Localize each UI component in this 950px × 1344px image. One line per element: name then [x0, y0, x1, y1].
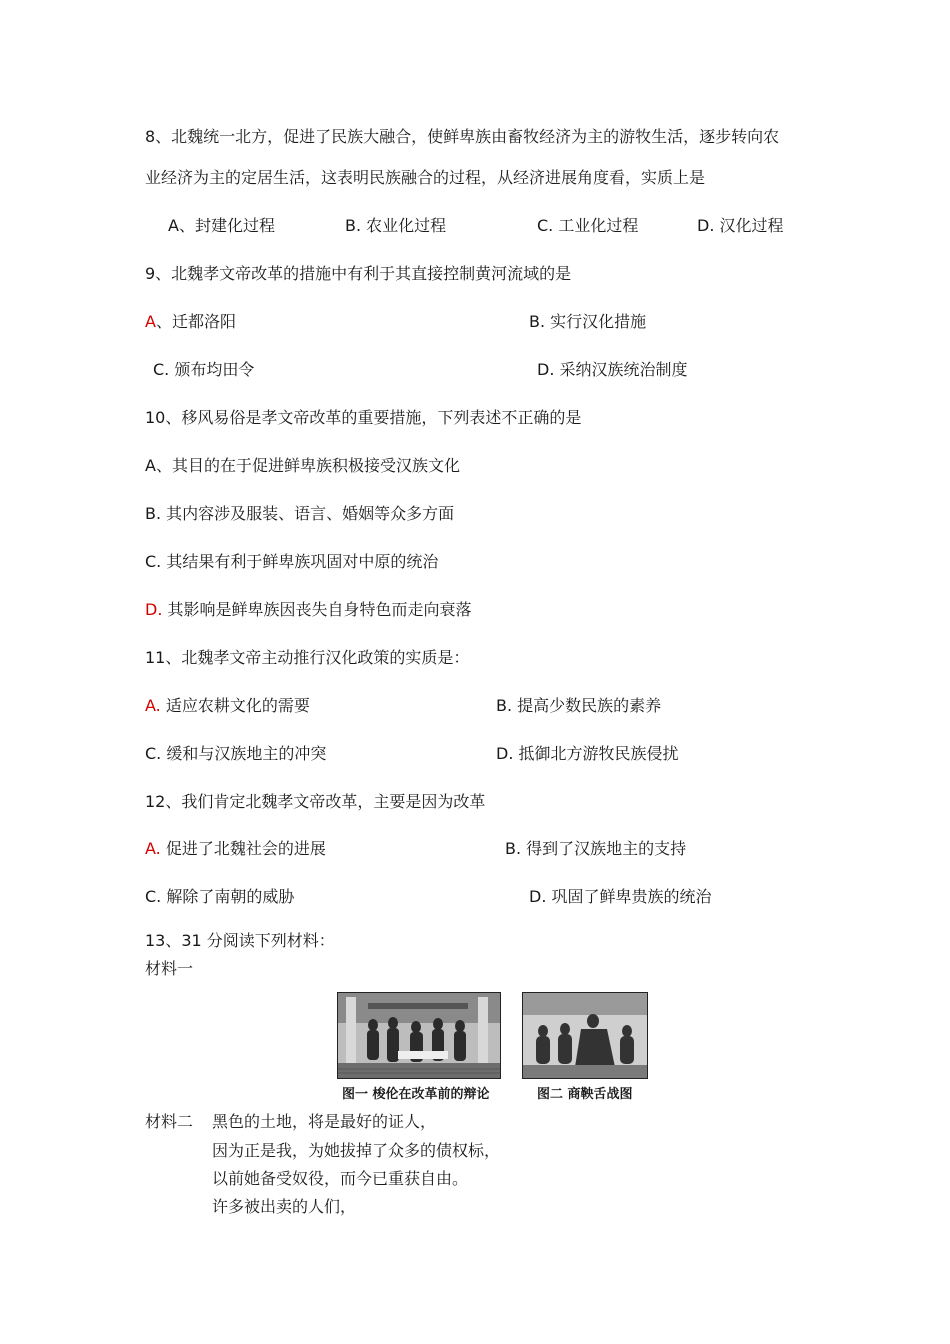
q10-option-c: C. 其结果有利于鲜卑族巩固对中原的统治 — [145, 552, 439, 571]
answer-letter: D. — [145, 600, 163, 619]
material2-label: 材料二 — [145, 1112, 194, 1131]
q12-stem: 12、我们肯定北魏孝文帝改革，主要是因为改革 — [145, 792, 486, 811]
q11-option-b: B. 提高少数民族的素养 — [496, 696, 662, 715]
q8-stem-line1: 8、北魏统一北方，促进了民族大融合，使鲜卑族由畜牧经济为主的游牧生活，逐步转向农 — [145, 127, 780, 146]
q9-option-d: D. 采纳汉族统治制度 — [537, 360, 688, 379]
poem-line-3: 以前她备受奴役，而今已重获自由。 — [212, 1169, 469, 1188]
q12-option-b: B. 得到了汉族地主的支持 — [505, 839, 687, 858]
solon-engraving-illustration — [338, 993, 500, 1078]
q9-option-b: B. 实行汉化措施 — [529, 312, 647, 331]
poem-line-1: 黑色的土地，将是最好的证人， — [212, 1112, 437, 1131]
q11-option-c: C. 缓和与汉族地主的冲突 — [145, 744, 327, 763]
q8-option-d: D. 汉化过程 — [697, 216, 784, 235]
q13-stem: 13、31 分阅读下列材料： — [145, 931, 335, 950]
q8-option-b: B. 农业化过程 — [345, 216, 447, 235]
q12-option-a-text: 促进了北魏社会的进展 — [160, 839, 326, 858]
q11-option-d: D. 抵御北方游牧民族侵扰 — [496, 744, 679, 763]
q10-option-b: B. 其内容涉及服装、语言、婚姻等众多方面 — [145, 504, 455, 523]
q8-option-c: C. 工业化过程 — [537, 216, 639, 235]
figure-shang-yang-image — [522, 992, 648, 1079]
q10-option-d — [145, 599, 472, 621]
figure1-caption: 图一 梭伦在改革前的辩论 — [342, 1087, 490, 1102]
poem-line-2: 因为正是我，为她拔掉了众多的债权标， — [212, 1141, 501, 1160]
q12-option-c: C. 解除了南朝的威胁 — [145, 887, 295, 906]
q9-option-a-text: 、迁都洛阳 — [155, 312, 236, 331]
figure-solon-debate-image — [337, 992, 501, 1079]
material1-label: 材料一 — [145, 959, 194, 978]
q9-option-a — [145, 311, 236, 333]
q9-option-c: C. 颁布均田令 — [153, 360, 255, 379]
answer-letter: A — [145, 312, 156, 331]
q10-option-d-text: 其影响是鲜卑族因丧失自身特色而走向衰落 — [162, 600, 472, 619]
q10-option-a: A、其目的在于促进鲜卑族积极接受汉族文化 — [145, 456, 460, 475]
q11-stem: 11、北魏孝文帝主动推行汉化政策的实质是： — [145, 648, 470, 667]
q9-stem: 9、北魏孝文帝改革的措施中有利于其直接控制黄河流域的是 — [145, 264, 572, 283]
q12-option-d: D. 巩固了鲜卑贵族的统治 — [529, 887, 712, 906]
poem-line-4: 许多被出卖的人们， — [212, 1197, 357, 1216]
q8-option-a: A、封建化过程 — [168, 216, 275, 235]
shang-yang-illustration — [523, 993, 647, 1078]
q10-stem: 10、移风易俗是孝文帝改革的重要措施，下列表述不正确的是 — [145, 408, 582, 427]
q12-option-a — [145, 838, 326, 860]
q8-stem-line2: 业经济为主的定居生活，这表明民族融合的过程，从经济进展角度看，实质上是 — [145, 168, 706, 187]
figure2-caption: 图二 商鞅舌战图 — [537, 1087, 633, 1102]
q11-option-a-text: 适应农耕文化的需要 — [160, 696, 310, 715]
answer-letter: A. — [145, 696, 161, 715]
answer-letter: A. — [145, 839, 161, 858]
q11-option-a — [145, 695, 310, 717]
